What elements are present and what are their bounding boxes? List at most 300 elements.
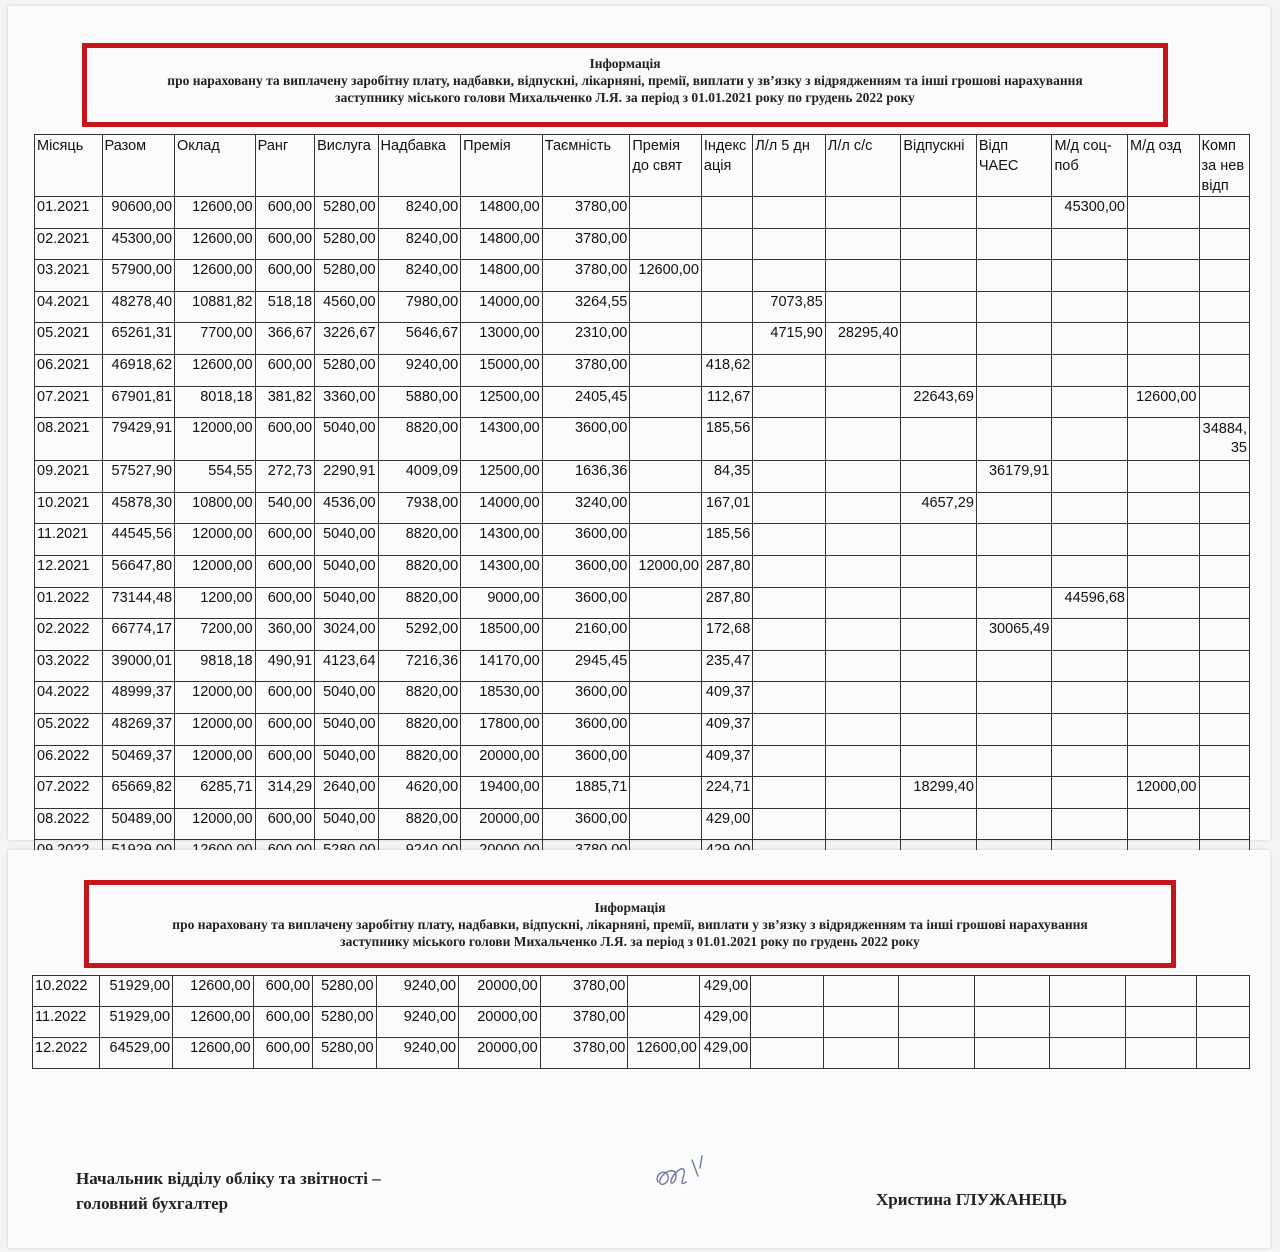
table-cell: 9000,00 — [461, 587, 543, 619]
table-cell: 44596,68 — [1052, 587, 1128, 619]
table-cell: 12600,00 — [173, 976, 254, 1007]
table-cell: 112,67 — [701, 386, 752, 418]
table-cell — [976, 524, 1052, 556]
table-cell: 06.2022 — [35, 745, 103, 777]
table-cell: 5040,00 — [315, 682, 378, 714]
table-cell: 5280,00 — [315, 354, 378, 386]
table-cell: 429,00 — [699, 1038, 750, 1069]
table-cell: 11.2021 — [35, 524, 103, 556]
table-cell: 18530,00 — [461, 682, 543, 714]
table-cell — [901, 587, 977, 619]
table-cell: 18299,40 — [901, 777, 977, 809]
table-cell — [753, 745, 826, 777]
table-cell — [901, 228, 977, 260]
table-cell — [630, 745, 702, 777]
table-cell: 14000,00 — [461, 492, 543, 524]
table-row — [35, 228, 1250, 260]
table-cell: 04.2022 — [35, 682, 103, 714]
table-cell: 20000,00 — [461, 745, 543, 777]
table-cell: 2160,00 — [542, 619, 630, 651]
table-cell — [1197, 1007, 1250, 1038]
table-cell — [976, 418, 1052, 461]
table-cell — [1197, 976, 1250, 1007]
table-cell — [630, 197, 702, 229]
table-cell — [976, 745, 1052, 777]
table-cell — [976, 386, 1052, 418]
table-row — [35, 524, 1250, 556]
table-cell — [1127, 713, 1199, 745]
table-cell: 4009,09 — [378, 461, 461, 493]
header-line-2: заступнику міського голови Михальченко Л.Я. за період з 01.01.2021 року по грудень 2022 року — [335, 90, 915, 105]
table-cell — [974, 976, 1050, 1007]
table-row — [35, 619, 1250, 651]
table-cell — [630, 524, 702, 556]
table-cell: 5280,00 — [313, 1038, 376, 1069]
table-cell — [1199, 619, 1250, 651]
table-cell — [1199, 682, 1250, 714]
table-cell — [976, 682, 1052, 714]
table-cell: 07.2022 — [35, 777, 103, 809]
column-header: Л/л с/с — [825, 135, 901, 197]
table-cell — [1052, 682, 1128, 714]
header-line-1: про нараховану та виплачену заробітну плату, надбавки, відпускні, лікарняні, премії, виплати у зв’язку з відрядженням та інші грошові нарахування — [167, 73, 1083, 88]
table-cell — [1197, 1038, 1250, 1069]
column-header: Л/л 5 дн — [753, 135, 826, 197]
table-cell: 2310,00 — [542, 323, 630, 355]
signatory-position — [76, 1166, 381, 1216]
table-cell — [825, 808, 901, 840]
table-cell: 12600,00 — [173, 1007, 254, 1038]
table-cell — [899, 1038, 975, 1069]
table-cell: 7200,00 — [175, 619, 256, 651]
table-cell: 3600,00 — [542, 587, 630, 619]
table-cell: 5040,00 — [315, 745, 378, 777]
table-cell — [976, 197, 1052, 229]
table-cell: 409,37 — [701, 745, 752, 777]
table-cell: 600,00 — [255, 555, 314, 587]
table-cell — [630, 492, 702, 524]
table-cell — [976, 354, 1052, 386]
table-cell — [1127, 228, 1199, 260]
table-cell: 14300,00 — [461, 418, 543, 461]
column-header: Вислуга — [315, 135, 378, 197]
table-cell — [1052, 386, 1128, 418]
table-cell — [901, 461, 977, 493]
table-cell — [1052, 461, 1128, 493]
table-cell: 15000,00 — [461, 354, 543, 386]
table-cell: 8240,00 — [378, 228, 461, 260]
table-cell — [823, 976, 899, 1007]
table-cell: 8820,00 — [378, 745, 461, 777]
table-cell: 4715,90 — [753, 323, 826, 355]
table-cell: 9240,00 — [376, 1038, 459, 1069]
table-cell: 08.2021 — [35, 418, 103, 461]
table-cell — [823, 1038, 899, 1069]
table-cell — [901, 650, 977, 682]
table-cell: 429,00 — [699, 1007, 750, 1038]
table-row — [35, 461, 1250, 493]
salary-table-continued — [32, 975, 1250, 1069]
table-cell — [899, 976, 975, 1007]
table-cell: 3780,00 — [540, 976, 628, 1007]
column-header: Комп за нев відп — [1199, 135, 1250, 197]
table-cell: 2640,00 — [315, 777, 378, 809]
table-cell — [630, 418, 702, 461]
table-cell — [1199, 745, 1250, 777]
table-cell — [630, 386, 702, 418]
table-cell — [1125, 1007, 1197, 1038]
table-cell: 1636,36 — [542, 461, 630, 493]
column-header: Таємність — [542, 135, 630, 197]
table-cell — [753, 354, 826, 386]
table-cell — [630, 323, 702, 355]
table-row — [33, 1038, 1250, 1069]
table-row — [33, 1007, 1250, 1038]
table-cell: 12600,00 — [628, 1038, 700, 1069]
table-cell: 314,29 — [255, 777, 314, 809]
table-cell: 3780,00 — [542, 228, 630, 260]
table-cell: 01.2021 — [35, 197, 103, 229]
table-cell: 8820,00 — [378, 555, 461, 587]
table-row — [33, 976, 1250, 1007]
table-cell — [1052, 228, 1128, 260]
table-cell — [753, 418, 826, 461]
table-cell: 44545,56 — [102, 524, 175, 556]
table-cell: 9240,00 — [378, 354, 461, 386]
table-cell — [630, 777, 702, 809]
table-cell — [1052, 650, 1128, 682]
table-cell — [1127, 808, 1199, 840]
table-cell — [1199, 587, 1250, 619]
table-cell — [1052, 777, 1128, 809]
table-cell — [1127, 650, 1199, 682]
table-cell: 10881,82 — [175, 291, 256, 323]
table-cell — [901, 260, 977, 292]
table-cell — [1125, 976, 1197, 1007]
table-cell — [751, 1007, 824, 1038]
table-cell: 9818,18 — [175, 650, 256, 682]
table-cell — [1127, 354, 1199, 386]
table-cell: 12000,00 — [175, 745, 256, 777]
table-cell — [1052, 492, 1128, 524]
table-cell: 12000,00 — [175, 555, 256, 587]
column-header: Разом — [102, 135, 175, 197]
table-cell: 3600,00 — [542, 713, 630, 745]
table-cell: 05.2022 — [35, 713, 103, 745]
table-cell: 06.2021 — [35, 354, 103, 386]
table-cell — [976, 777, 1052, 809]
table-cell — [751, 976, 824, 1007]
table-cell — [630, 461, 702, 493]
document-header — [82, 43, 1168, 127]
table-cell: 8820,00 — [378, 808, 461, 840]
table-cell — [901, 619, 977, 651]
table-cell: 3600,00 — [542, 555, 630, 587]
table-cell — [1199, 650, 1250, 682]
table-cell: 03.2022 — [35, 650, 103, 682]
table-cell: 12.2021 — [35, 555, 103, 587]
table-cell — [630, 587, 702, 619]
table-cell: 20000,00 — [461, 808, 543, 840]
table-cell: 48999,37 — [102, 682, 175, 714]
table-row — [35, 492, 1250, 524]
table-cell — [825, 713, 901, 745]
table-cell — [825, 354, 901, 386]
table-cell: 5040,00 — [315, 555, 378, 587]
table-cell — [825, 291, 901, 323]
table-cell: 5280,00 — [313, 976, 376, 1007]
table-cell: 8820,00 — [378, 418, 461, 461]
document-page-2 — [8, 850, 1270, 1248]
column-header: Премія — [461, 135, 543, 197]
table-cell: 3240,00 — [542, 492, 630, 524]
table-cell — [1052, 354, 1128, 386]
table-cell: 5280,00 — [315, 260, 378, 292]
table-cell: 418,62 — [701, 354, 752, 386]
table-cell — [901, 291, 977, 323]
table-cell — [825, 386, 901, 418]
table-cell: 65261,31 — [102, 323, 175, 355]
table-cell: 6285,71 — [175, 777, 256, 809]
table-cell — [823, 1007, 899, 1038]
table-cell — [1127, 323, 1199, 355]
table-cell: 45300,00 — [102, 228, 175, 260]
table-cell: 14300,00 — [461, 555, 543, 587]
table-cell — [1052, 291, 1128, 323]
table-cell — [1052, 555, 1128, 587]
table-cell: 48278,40 — [102, 291, 175, 323]
table-cell: 3600,00 — [542, 682, 630, 714]
table-cell: 409,37 — [701, 682, 752, 714]
signatory-position-line-1: Начальник відділу обліку та звітності – — [76, 1169, 381, 1188]
table-cell — [1199, 228, 1250, 260]
table-cell: 39000,01 — [102, 650, 175, 682]
table-cell: 4536,00 — [315, 492, 378, 524]
table-cell: 8820,00 — [378, 587, 461, 619]
table-cell: 4620,00 — [378, 777, 461, 809]
table-row — [35, 323, 1250, 355]
table-cell — [1127, 492, 1199, 524]
table-cell — [753, 555, 826, 587]
table-cell: 2290,91 — [315, 461, 378, 493]
table-cell — [899, 1007, 975, 1038]
table-row — [35, 291, 1250, 323]
table-cell — [753, 713, 826, 745]
table-cell: 12600,00 — [630, 260, 702, 292]
table-row — [35, 713, 1250, 745]
signatory-position-line-2: головний бухгалтер — [76, 1194, 229, 1213]
table-cell: 10.2022 — [33, 976, 100, 1007]
table-cell — [753, 228, 826, 260]
table-cell: 04.2021 — [35, 291, 103, 323]
table-cell — [628, 976, 700, 1007]
table-row — [35, 386, 1250, 418]
table-row — [35, 808, 1250, 840]
table-cell: 366,67 — [255, 323, 314, 355]
table-cell: 5280,00 — [313, 1007, 376, 1038]
header-line-2: заступнику міського голови Михальченко Л.Я. за період з 01.01.2021 року по грудень 2022 року — [340, 934, 920, 949]
table-cell — [753, 587, 826, 619]
table-cell: 7980,00 — [378, 291, 461, 323]
table-cell — [1052, 713, 1128, 745]
table-cell — [630, 228, 702, 260]
table-cell — [1199, 354, 1250, 386]
table-cell: 5040,00 — [315, 524, 378, 556]
table-cell — [753, 492, 826, 524]
table-cell: 28295,40 — [825, 323, 901, 355]
table-cell — [628, 1007, 700, 1038]
table-cell: 3780,00 — [542, 354, 630, 386]
table-cell: 12000,00 — [1127, 777, 1199, 809]
table-cell: 600,00 — [253, 1038, 312, 1069]
column-header: Надбавка — [378, 135, 461, 197]
table-cell — [825, 619, 901, 651]
table-cell: 600,00 — [255, 808, 314, 840]
table-row — [35, 777, 1250, 809]
table-cell: 167,01 — [701, 492, 752, 524]
table-cell — [825, 228, 901, 260]
table-cell: 600,00 — [253, 976, 312, 1007]
table-cell — [976, 555, 1052, 587]
table-cell: 3780,00 — [542, 260, 630, 292]
table-cell: 3780,00 — [540, 1007, 628, 1038]
table-cell — [1199, 808, 1250, 840]
table-cell — [901, 323, 977, 355]
table-row — [35, 745, 1250, 777]
table-cell: 7073,85 — [753, 291, 826, 323]
table-cell: 50469,37 — [102, 745, 175, 777]
table-cell — [976, 650, 1052, 682]
table-cell: 12000,00 — [175, 682, 256, 714]
table-cell — [901, 524, 977, 556]
table-cell: 51929,00 — [100, 976, 173, 1007]
table-cell: 57527,90 — [102, 461, 175, 493]
table-cell — [630, 682, 702, 714]
column-header: М/д соц-поб — [1052, 135, 1128, 197]
header-title: Інформація — [589, 56, 661, 71]
table-cell — [825, 461, 901, 493]
table-cell: 600,00 — [255, 713, 314, 745]
table-cell: 8018,18 — [175, 386, 256, 418]
table-cell — [753, 682, 826, 714]
table-cell: 50489,00 — [102, 808, 175, 840]
table-cell: 12000,00 — [175, 524, 256, 556]
table-cell — [1052, 524, 1128, 556]
table-cell — [901, 713, 977, 745]
table-cell: 3264,55 — [542, 291, 630, 323]
table-cell — [1127, 619, 1199, 651]
table-row — [35, 650, 1250, 682]
table-cell — [1199, 524, 1250, 556]
table-cell — [1052, 323, 1128, 355]
table-cell — [753, 461, 826, 493]
table-cell: 20000,00 — [459, 976, 541, 1007]
table-cell — [974, 1007, 1050, 1038]
table-cell — [825, 777, 901, 809]
table-cell — [630, 291, 702, 323]
signatory-name: Христина ГЛУЖАНЕЦЬ — [876, 1190, 1068, 1209]
table-cell: 272,73 — [255, 461, 314, 493]
table-cell — [976, 228, 1052, 260]
table-cell — [630, 650, 702, 682]
table-cell: 57900,00 — [102, 260, 175, 292]
table-cell: 600,00 — [253, 1007, 312, 1038]
table-cell: 79429,91 — [102, 418, 175, 461]
table-cell: 8240,00 — [378, 260, 461, 292]
table-cell: 09.2021 — [35, 461, 103, 493]
table-cell — [901, 354, 977, 386]
table-cell: 9240,00 — [376, 976, 459, 1007]
table-cell: 3780,00 — [540, 1038, 628, 1069]
table-cell — [1199, 260, 1250, 292]
table-cell: 05.2021 — [35, 323, 103, 355]
table-cell — [1199, 461, 1250, 493]
table-cell: 73144,48 — [102, 587, 175, 619]
table-cell — [1127, 587, 1199, 619]
table-cell: 4123,64 — [315, 650, 378, 682]
table-cell: 540,00 — [255, 492, 314, 524]
table-cell — [1199, 713, 1250, 745]
table-cell — [825, 197, 901, 229]
table-cell: 12600,00 — [175, 354, 256, 386]
table-cell — [1199, 291, 1250, 323]
table-cell: 554,55 — [175, 461, 256, 493]
table-row — [35, 682, 1250, 714]
header-title: Інформація — [594, 900, 666, 915]
table-cell — [976, 260, 1052, 292]
table-cell: 409,37 — [701, 713, 752, 745]
column-header: Місяць — [35, 135, 103, 197]
table-cell — [825, 260, 901, 292]
table-cell — [1127, 745, 1199, 777]
table-cell — [825, 587, 901, 619]
table-cell: 12.2022 — [33, 1038, 100, 1069]
table-cell — [976, 323, 1052, 355]
table-cell — [1052, 808, 1128, 840]
table-cell: 600,00 — [255, 745, 314, 777]
table-cell — [1127, 461, 1199, 493]
table-cell: 429,00 — [701, 808, 752, 840]
table-cell: 287,80 — [701, 555, 752, 587]
column-header: Відп ЧАЕС — [976, 135, 1052, 197]
table-cell: 600,00 — [255, 524, 314, 556]
table-cell: 12600,00 — [175, 260, 256, 292]
table-cell — [976, 587, 1052, 619]
table-cell — [753, 777, 826, 809]
table-cell — [825, 650, 901, 682]
table-cell — [753, 808, 826, 840]
table-cell — [753, 260, 826, 292]
table-cell: 10.2021 — [35, 492, 103, 524]
table-cell: 90600,00 — [102, 197, 175, 229]
table-cell: 600,00 — [255, 354, 314, 386]
table-row — [35, 260, 1250, 292]
column-header: М/д озд — [1127, 135, 1199, 197]
table-cell: 12600,00 — [1127, 386, 1199, 418]
table-cell — [901, 555, 977, 587]
table-row — [35, 354, 1250, 386]
table-row — [35, 555, 1250, 587]
table-cell: 12000,00 — [175, 713, 256, 745]
table-cell: 8820,00 — [378, 682, 461, 714]
table-cell — [701, 291, 752, 323]
table-cell: 14000,00 — [461, 291, 543, 323]
table-cell: 429,00 — [699, 976, 750, 1007]
table-cell: 5646,67 — [378, 323, 461, 355]
table-cell — [753, 197, 826, 229]
table-cell: 11.2022 — [33, 1007, 100, 1038]
table-cell: 8820,00 — [378, 524, 461, 556]
